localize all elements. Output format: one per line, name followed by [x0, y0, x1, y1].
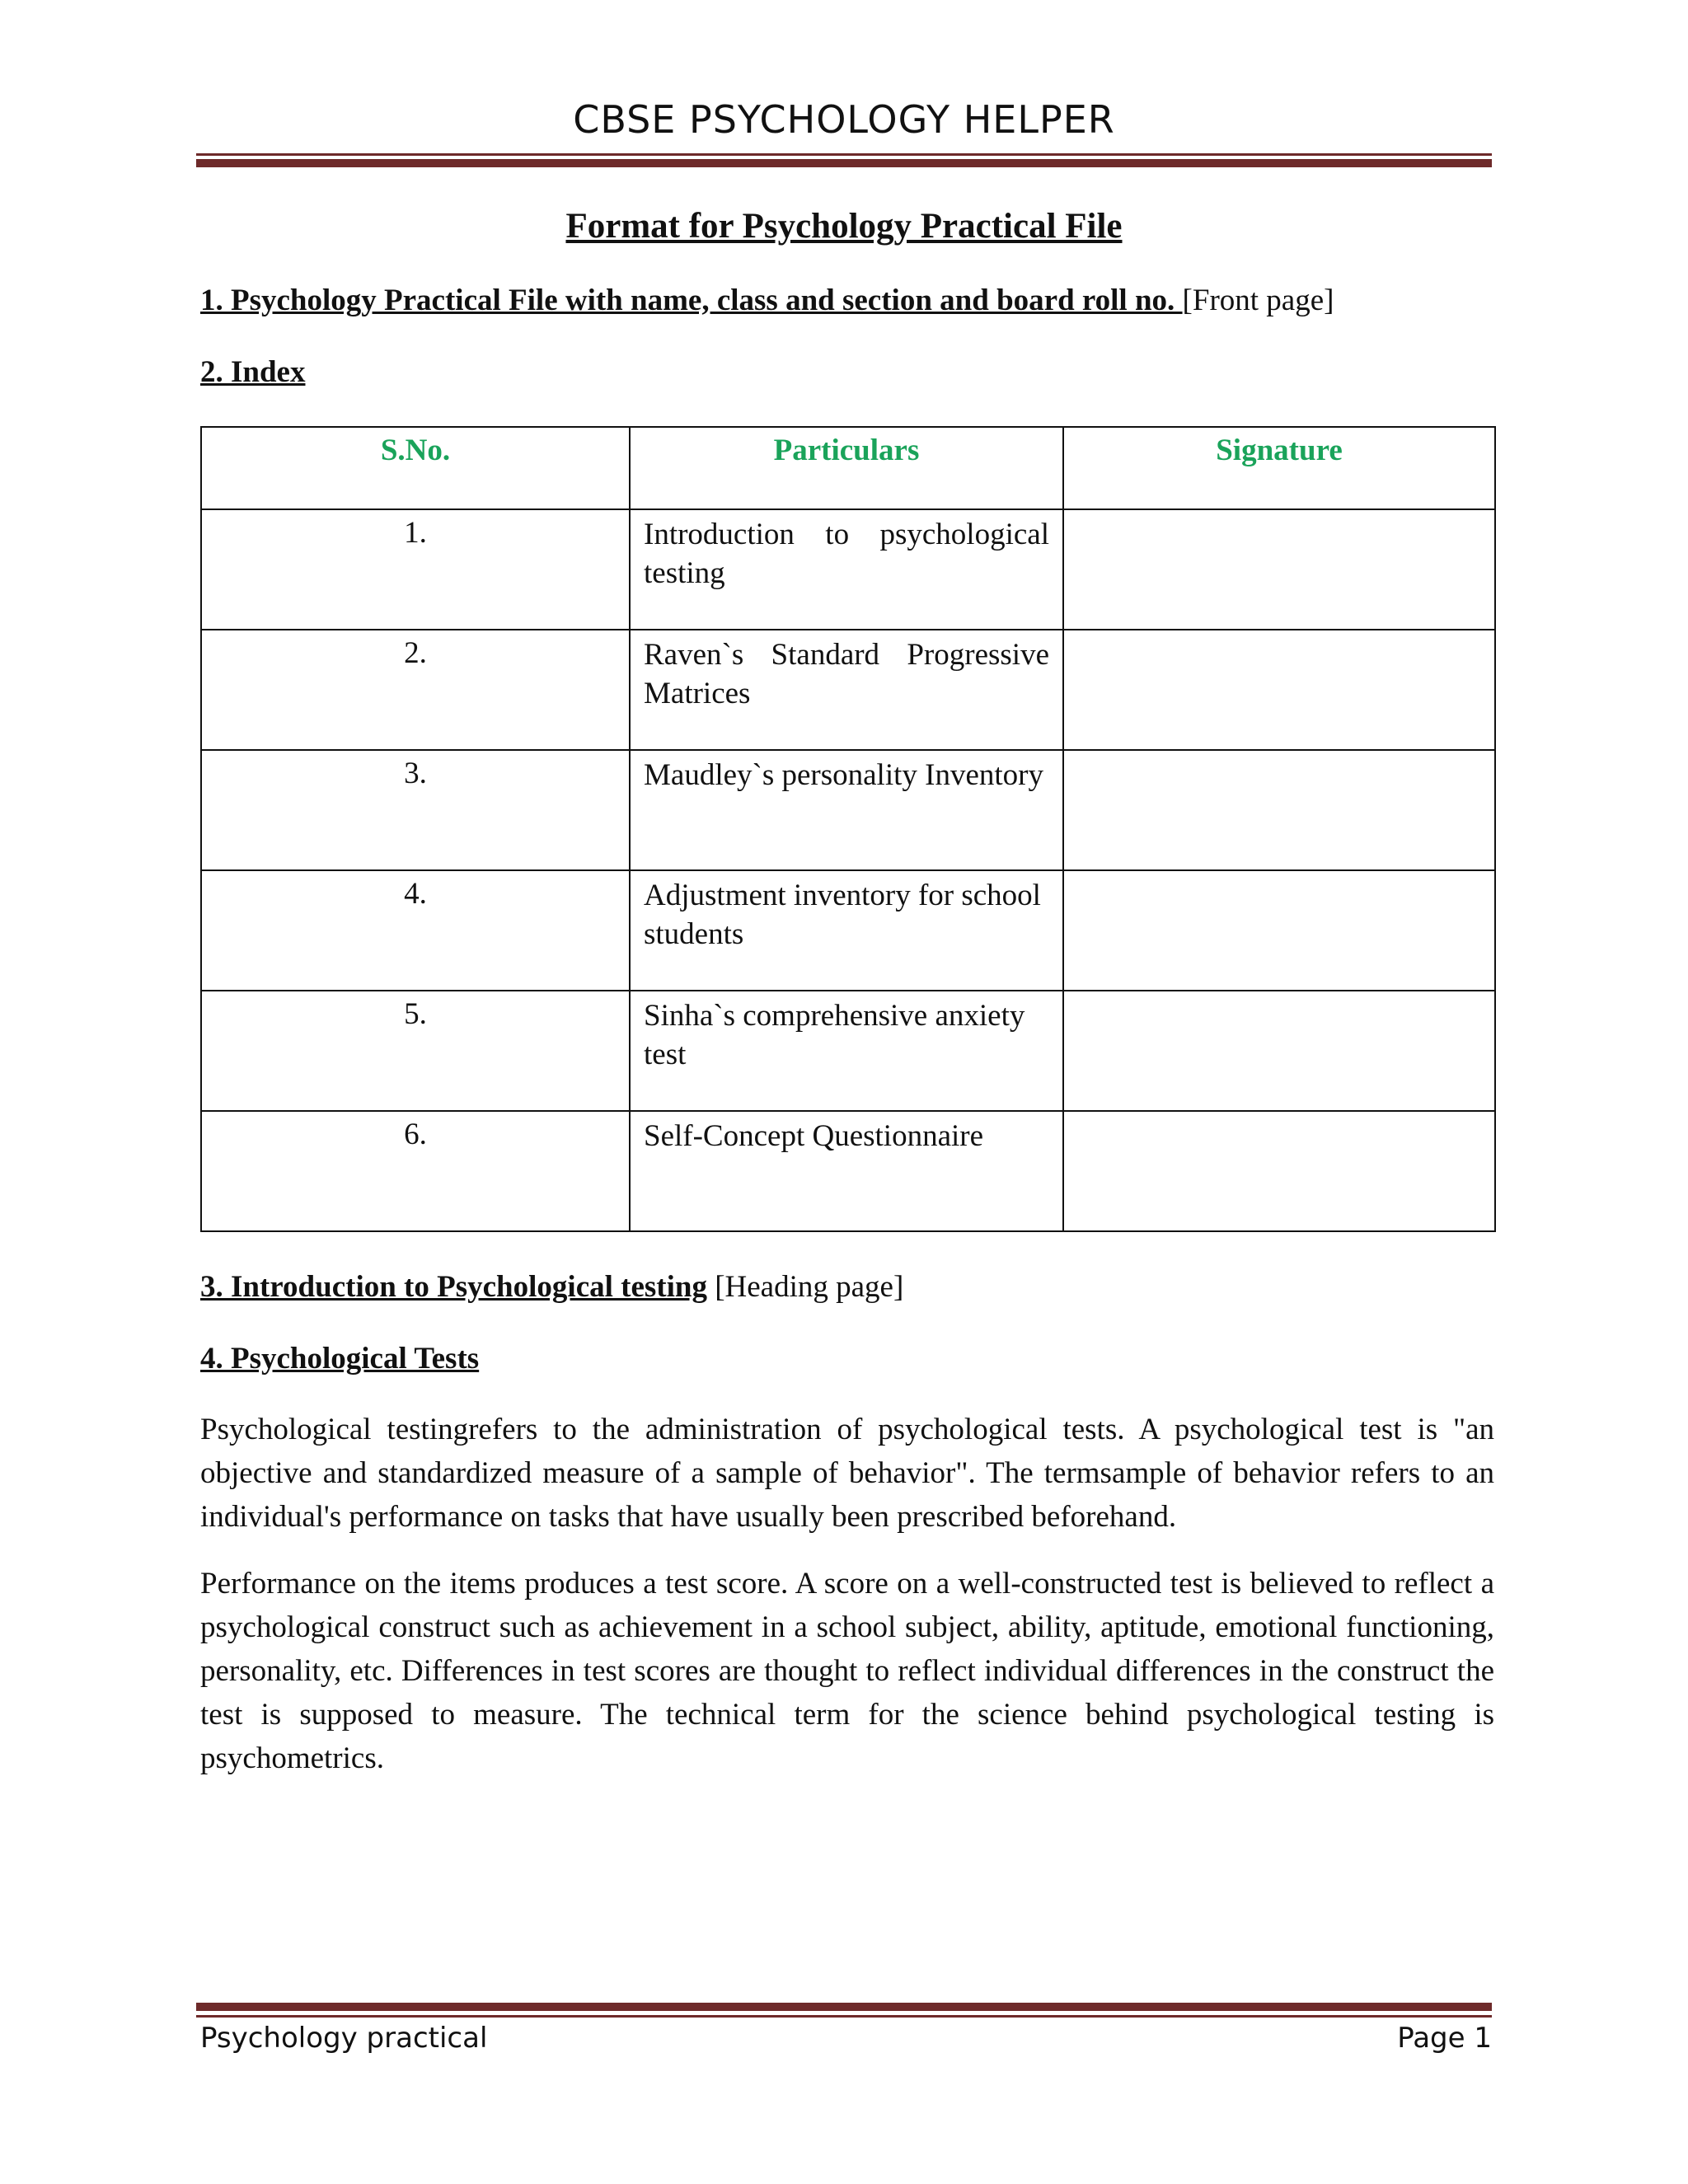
section-1-heading: 1. Psychology Practical File with name, class and section and board roll no. — [200, 284, 1183, 317]
cell-particulars: Sinha`s comprehensive anxiety test — [630, 991, 1063, 1111]
header-sno: S.No. — [201, 427, 630, 509]
cell-particulars: Maudley`s personality Inventory — [630, 750, 1063, 870]
cell-sno: 2. — [201, 630, 630, 750]
table-row — [201, 1111, 1495, 1231]
index-table-header-row — [201, 427, 1495, 509]
section-2 — [200, 354, 305, 390]
section-1-note: [Front page] — [1182, 284, 1334, 317]
header-particulars: Particulars — [630, 427, 1063, 509]
page-header-title: CBSE PSYCHOLOGY HELPER — [573, 97, 1115, 142]
cell-particulars: Raven`s Standard Progressive Matrices — [630, 630, 1063, 750]
section-3 — [200, 1269, 903, 1305]
table-row — [201, 509, 1495, 630]
section-1 — [200, 283, 1334, 318]
table-row — [201, 870, 1495, 991]
page-number: Page 1 — [1397, 2022, 1492, 2055]
cell-signature — [1063, 1111, 1495, 1231]
header-signature: Signature — [1063, 427, 1495, 509]
cell-sno: 4. — [201, 870, 630, 991]
paragraph-psychological-testing: Psychological testingrefers to the administration of psychological tests. A psychological test is "an objective and standardized measure of a sample of behavior". The termsample of behavior refers to an individual's performance on tasks that have usually been prescribed beforehand. — [200, 1413, 1494, 1534]
cell-particulars: Adjustment inventory for school students — [630, 870, 1063, 991]
section-4 — [200, 1341, 479, 1376]
section-3-heading: 3. Introduction to Psychological testing — [200, 1270, 707, 1304]
section-2-heading: 2. Index — [200, 355, 306, 389]
cell-particulars: Introduction to psychological testing — [630, 509, 1063, 630]
cell-sno: 6. — [201, 1111, 630, 1231]
paragraph-test-score: Performance on the items produces a test score. A score on a well-constructed test is believed to reflect a psychological construct such as achievement in a school subject, ability, aptitude, emotional functioning, personality, etc. Differences in test scores are thought to reflect individual differences in the construct the test is supposed to measure. The technical term for the science behind psychological testing is psychometrics. — [200, 1567, 1494, 1775]
cell-signature — [1063, 509, 1495, 630]
header-rule-thick — [196, 159, 1492, 167]
index-table — [200, 426, 1496, 1232]
table-row — [201, 630, 1495, 750]
table-row — [201, 991, 1495, 1111]
cell-sno: 1. — [201, 509, 630, 630]
section-3-note: [Heading page] — [706, 1270, 904, 1304]
cell-particulars: Self-Concept Questionnaire — [630, 1111, 1063, 1231]
cell-signature — [1063, 750, 1495, 870]
cell-sno: 3. — [201, 750, 630, 870]
cell-signature — [1063, 630, 1495, 750]
cell-signature — [1063, 870, 1495, 991]
footer-rule-thick — [196, 2003, 1492, 2011]
section-4-heading: 4. Psychological Tests — [200, 1342, 480, 1376]
footer-label: Psychology practical — [200, 2022, 488, 2055]
table-row — [201, 750, 1495, 870]
cell-sno: 5. — [201, 991, 630, 1111]
document-title: Format for Psychology Practical File — [565, 207, 1123, 246]
cell-signature — [1063, 991, 1495, 1111]
footer-rule-thin — [196, 2015, 1492, 2018]
header-rule-thin — [196, 153, 1492, 156]
